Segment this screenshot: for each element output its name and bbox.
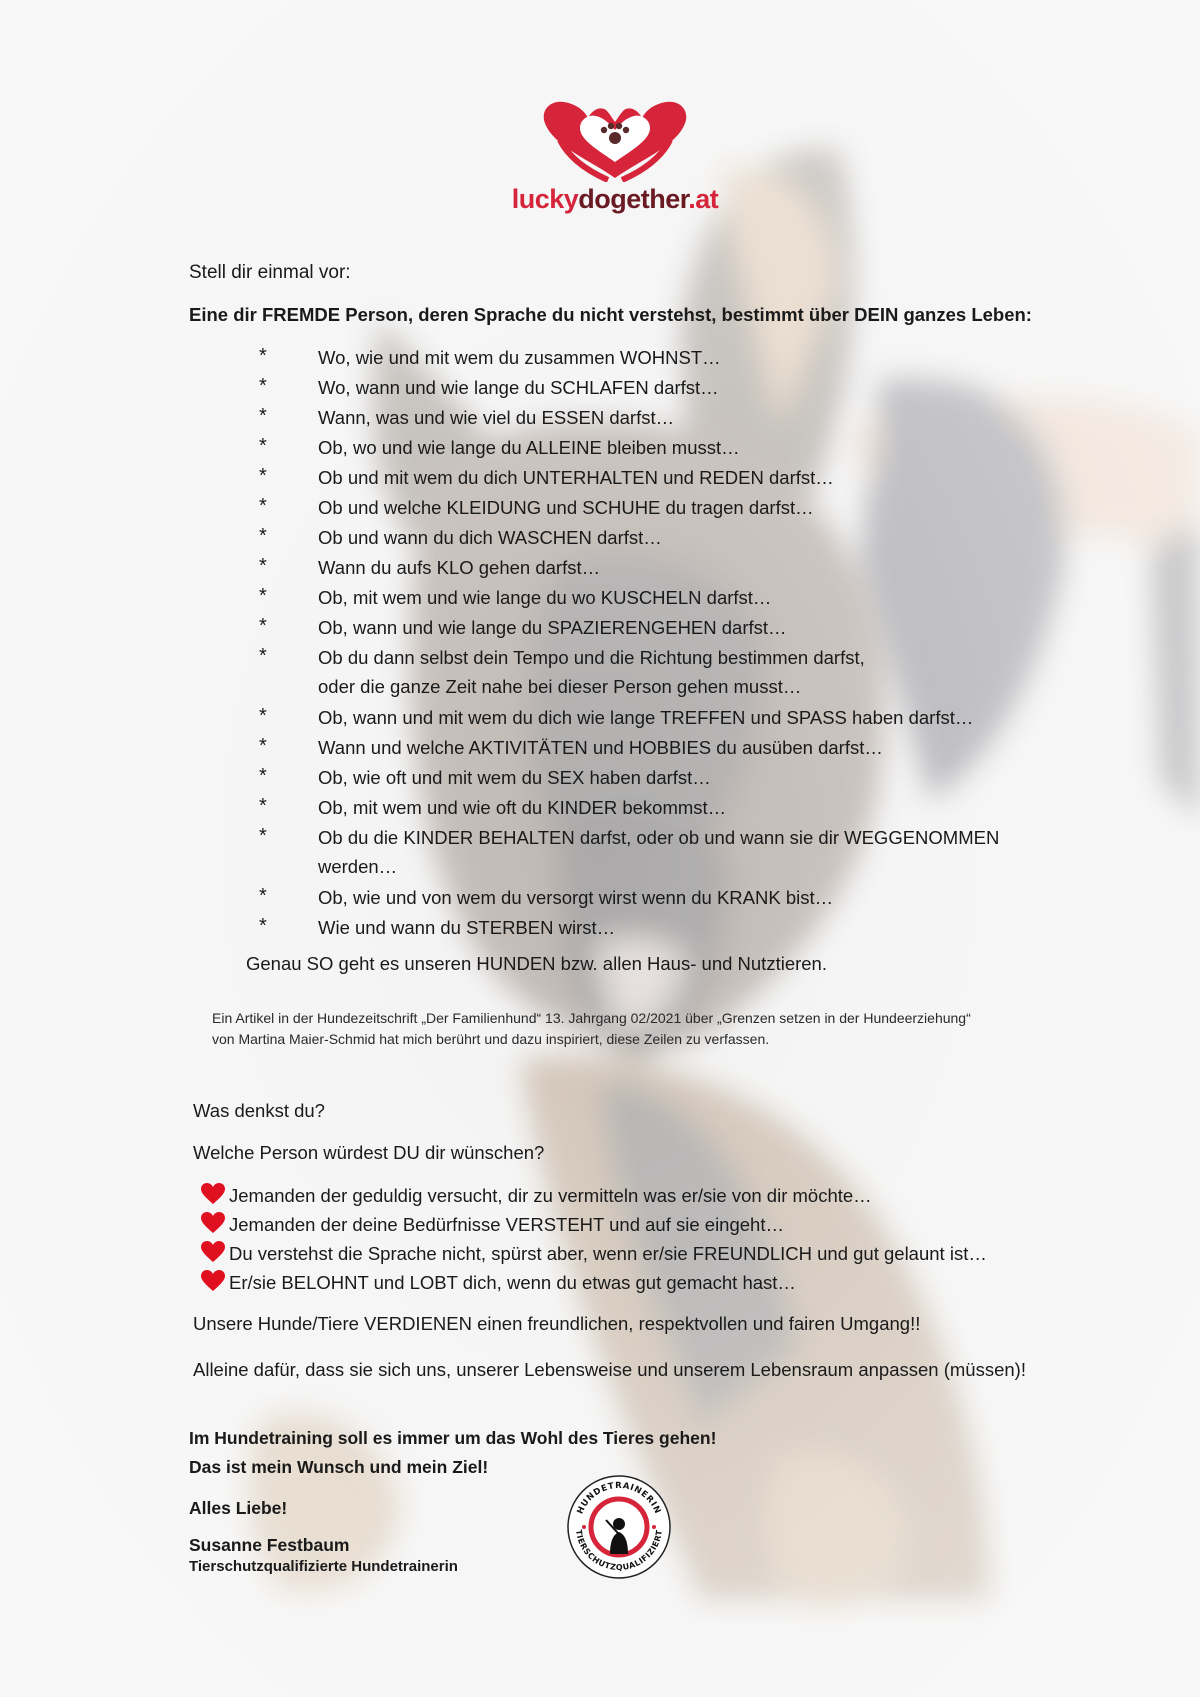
source-note-line2: von Martina Maier-Schmid hat mich berührt und dazu inspiriert, diese Zeilen zu verfassen. (212, 1031, 770, 1047)
bullet-item: Ob, wo und wie lange du ALLEINE bleiben musst… (318, 437, 740, 458)
bullet-item: Wann, was und wie viel du ESSEN darfst… (318, 407, 675, 428)
conclusion-text: Genau SO geht es unseren HUNDEN bzw. allen Haus- und Nutztieren. (246, 953, 827, 974)
closing-line: Im Hundetraining soll es immer um das Wohl des Tieres gehen! (189, 1428, 717, 1448)
bullet-star: * (259, 915, 267, 937)
brand-name-dogether: dogether (578, 184, 689, 214)
bullet-star: * (259, 585, 267, 607)
bullet-star: * (259, 495, 267, 517)
bullet-star: * (259, 615, 267, 637)
wish-item: Er/sie BELOHNT und LOBT dich, wenn du etwas gut gemacht hast… (229, 1272, 796, 1293)
seal-text-bottom: TIERSCHUTZQUALIFIZIERT (574, 1529, 664, 1573)
heart-icon (201, 1183, 225, 1205)
bullet-star: * (259, 645, 267, 667)
bullet-item: Wann und welche AKTIVITÄTEN und HOBBIES du ausüben darfst… (318, 737, 883, 758)
bullet-star: * (259, 345, 267, 367)
heart-icon (201, 1212, 225, 1234)
bullet-star: * (259, 555, 267, 577)
bullet-star: * (259, 765, 267, 787)
statement-text: Alleine dafür, dass sie sich uns, unserer Lebensweise und unserem Lebensraum anpassen (müssen)! (193, 1359, 1026, 1380)
bullet-item-continuation: oder die ganze Zeit nahe bei dieser Person gehen musst… (318, 676, 802, 697)
signature-name: Susanne Festbaum (189, 1535, 350, 1555)
bullet-star: * (259, 825, 267, 847)
bullet-star: * (259, 735, 267, 757)
wish-item: Du verstehst die Sprache nicht, spürst aber, wenn er/sie FREUNDLICH und gut gelaunt ist… (229, 1243, 987, 1264)
bullet-item: Ob und wann du dich WASCHEN darfst… (318, 527, 662, 548)
brand-name-lucky: lucky (511, 184, 579, 214)
hundetrainerin-seal (566, 1474, 672, 1580)
bullet-item: Wo, wann und wie lange du SCHLAFEN darfst… (318, 377, 719, 398)
bullet-item-continuation: werden… (318, 856, 398, 877)
hands-heart-paw-logo (540, 100, 690, 182)
question-text: Welche Person würdest DU dir wünschen? (193, 1142, 545, 1163)
heart-icon (201, 1241, 225, 1263)
signature-title: Tierschutzqualifizierte Hundetrainerin (189, 1558, 458, 1575)
bullet-item: Wie und wann du STERBEN wirst… (318, 917, 616, 938)
bullet-star: * (259, 465, 267, 487)
bullet-star: * (259, 435, 267, 457)
bullet-item: Ob und welche KLEIDUNG und SCHUHE du tragen darfst… (318, 497, 814, 518)
heart-icon (201, 1270, 225, 1292)
closing-line: Das ist mein Wunsch und mein Ziel! (189, 1457, 489, 1477)
brand-name-domain: .at (688, 184, 719, 214)
bullet-star: * (259, 525, 267, 547)
seal-text-top: HUNDETRAINERIN (575, 1480, 663, 1516)
intro-line: Stell dir einmal vor: (189, 262, 351, 283)
statement-text: Unsere Hunde/Tiere VERDIENEN einen freundlichen, respektvollen und fairen Umgang!! (193, 1313, 921, 1334)
bullet-item: Ob und mit wem du dich UNTERHALTEN und REDEN darfst… (318, 467, 834, 488)
closing-greeting: Alles Liebe! (189, 1498, 288, 1518)
bullet-item: Ob, wie und von wem du versorgt wirst wenn du KRANK bist… (318, 887, 834, 908)
bullet-item: Wann du aufs KLO gehen darfst… (318, 557, 601, 578)
bullet-item: Ob, wann und wie lange du SPAZIERENGEHEN darfst… (318, 617, 787, 638)
bullet-item: Ob du die KINDER BEHALTEN darfst, oder ob und wann sie dir WEGGENOMMEN (318, 827, 1000, 848)
bullet-item: Ob du dann selbst dein Tempo und die Richtung bestimmen darfst, (318, 647, 865, 668)
wish-item: Jemanden der geduldig versucht, dir zu vermitteln was er/sie von dir möchte… (229, 1185, 872, 1206)
bullet-star: * (259, 705, 267, 727)
bullet-star: * (259, 405, 267, 427)
bullet-item: Ob, mit wem und wie lange du wo KUSCHELN darfst… (318, 587, 772, 608)
bullet-item: Wo, wie und mit wem du zusammen WOHNST… (318, 347, 721, 368)
bullet-star: * (259, 795, 267, 817)
bullet-item: Ob, mit wem und wie oft du KINDER bekommst… (318, 797, 727, 818)
question-text: Was denkst du? (193, 1100, 325, 1121)
intro-headline: Eine dir FREMDE Person, deren Sprache du nicht verstehst, bestimmt über DEIN ganzes Leben: (189, 304, 1032, 325)
brand-wordmark (470, 184, 760, 215)
wish-item: Jemanden der deine Bedürfnisse VERSTEHT und auf sie eingeht… (229, 1214, 784, 1235)
bullet-item: Ob, wann und mit wem du dich wie lange TREFFEN und SPASS haben darfst… (318, 707, 974, 728)
bullet-star: * (259, 375, 267, 397)
source-note-line1: Ein Artikel in der Hundezeitschrift „Der Familienhund“ 13. Jahrgang 02/2021 über „Grenzen setzen in der Hundeerziehung“ (212, 1010, 971, 1026)
bullet-star: * (259, 885, 267, 907)
bullet-item: Ob, wie oft und mit wem du SEX haben darfst… (318, 767, 711, 788)
